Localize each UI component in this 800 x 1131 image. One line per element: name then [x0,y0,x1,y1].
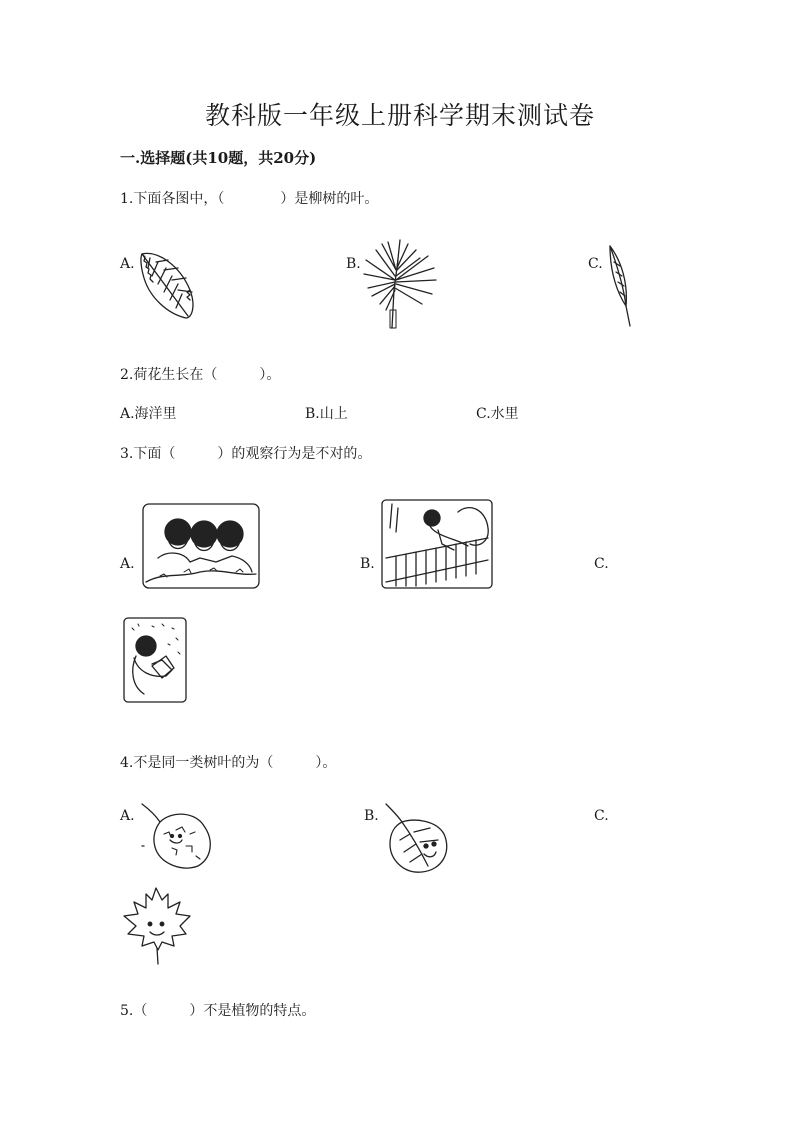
serrated-leaf-icon [138,248,198,323]
q1-option-c-label: C. [588,256,603,272]
q2-option-a: A.海洋里 [120,406,177,422]
q2-option-c: C.水里 [476,406,519,422]
maple-leaf-face-icon [120,884,194,968]
question-4-text: 4.不是同一类树叶的为（ ）。 [120,755,337,771]
round-leaf-face-icon [380,800,456,876]
girl-leaning-on-fence-picture [380,498,494,590]
q1-option-a-label: A. [120,256,135,272]
pine-branch-icon [362,240,442,330]
question-3-text: 3.下面（ ）的观察行为是不对的。 [120,446,372,462]
q4-option-a-label: A. [120,808,135,824]
question-2-text: 2.荷花生长在（ ）。 [120,367,281,383]
child-writing-picture [122,616,188,704]
q2-option-b: B.山上 [305,406,348,422]
question-5-text: 5.（ ）不是植物的特点。 [120,1003,316,1019]
section-heading: 一.选择题(共10题，共20分) [120,149,317,167]
q1-option-b-label: B. [346,256,361,272]
q3-option-c-label: C. [594,556,609,572]
q3-option-b-label: B. [360,556,375,572]
children-observing-picture [140,502,262,590]
question-1-text: 1.下面各图中，（ ）是柳树的叶。 [120,191,379,207]
q3-option-a-label: A. [120,556,135,572]
spotted-leaf-face-icon [136,800,220,872]
q4-option-b-label: B. [364,808,379,824]
q4-option-c-label: C. [594,808,609,824]
willow-leaf-icon [604,244,634,328]
page-title: 教科版一年级上册科学期末测试卷 [204,101,595,130]
